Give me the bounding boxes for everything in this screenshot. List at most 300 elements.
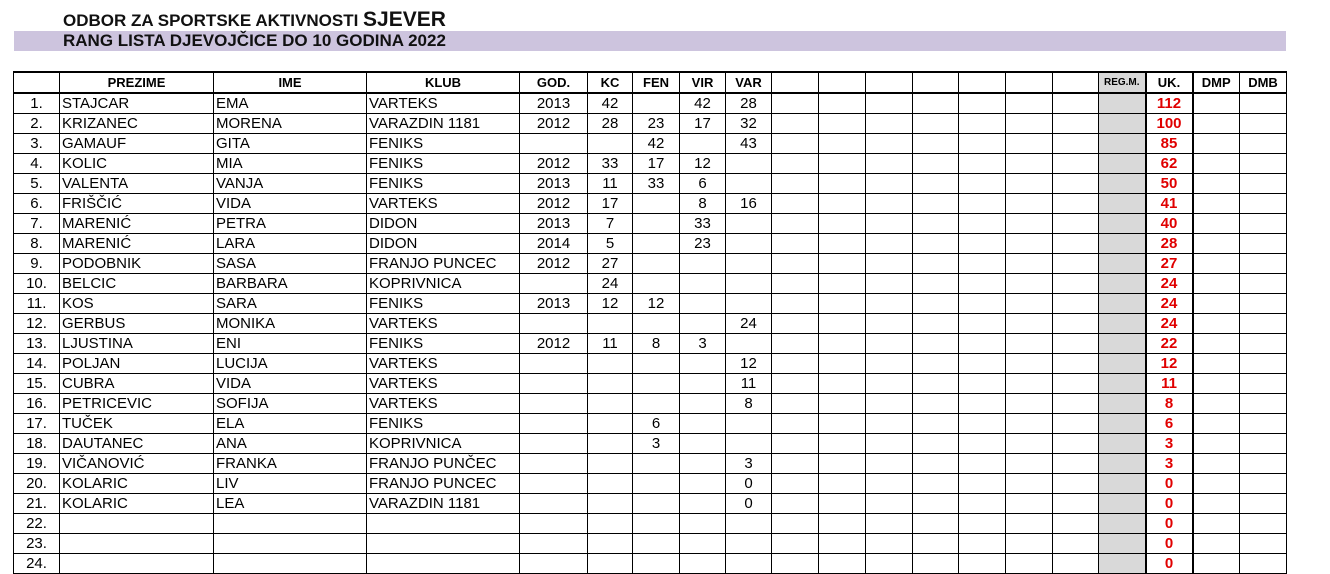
vir-cell <box>680 434 726 454</box>
empty-cell <box>866 154 913 174</box>
god-cell <box>520 514 588 534</box>
god-cell <box>520 134 588 154</box>
empty-cell <box>1006 414 1053 434</box>
reg-cell <box>1099 434 1146 454</box>
ime-cell: VIDA <box>214 374 367 394</box>
empty-cell <box>1053 514 1099 534</box>
prezime-cell: DAUTANEC <box>60 434 214 454</box>
ime-cell: MONIKA <box>214 314 367 334</box>
dmb-cell <box>1240 114 1287 134</box>
empty-cell <box>1006 454 1053 474</box>
empty-cell <box>913 494 959 514</box>
kc-cell <box>588 454 633 474</box>
prezime-cell: POLJAN <box>60 354 214 374</box>
fen-cell <box>633 474 680 494</box>
rank-cell: 2. <box>14 114 60 134</box>
rank-cell: 17. <box>14 414 60 434</box>
empty-cell <box>1006 334 1053 354</box>
empty-cell <box>1053 234 1099 254</box>
header-empty <box>772 72 819 93</box>
empty-cell <box>1006 354 1053 374</box>
klub-cell: FRANJO PUNCEC <box>367 474 520 494</box>
empty-cell <box>866 314 913 334</box>
empty-cell <box>959 274 1006 294</box>
vir-cell <box>680 134 726 154</box>
dmb-cell <box>1240 134 1287 154</box>
dmp-cell <box>1193 314 1240 334</box>
var-cell <box>726 294 772 314</box>
empty-cell <box>913 254 959 274</box>
table-header <box>14 72 1287 93</box>
god-cell: 2014 <box>520 234 588 254</box>
ime-cell: LEA <box>214 494 367 514</box>
vir-cell: 8 <box>680 194 726 214</box>
var-cell: 24 <box>726 314 772 334</box>
empty-cell <box>819 294 866 314</box>
uk-cell: 100 <box>1146 114 1193 134</box>
empty-cell <box>772 554 819 574</box>
var-cell <box>726 434 772 454</box>
var-cell: 12 <box>726 354 772 374</box>
empty-cell <box>866 394 913 414</box>
reg-cell <box>1099 274 1146 294</box>
empty-cell <box>959 414 1006 434</box>
dmp-cell <box>1193 434 1240 454</box>
fen-cell <box>633 454 680 474</box>
dmp-cell <box>1193 194 1240 214</box>
fen-cell <box>633 554 680 574</box>
uk-cell: 24 <box>1146 274 1193 294</box>
empty-cell <box>819 274 866 294</box>
empty-cell <box>819 554 866 574</box>
empty-cell <box>1053 414 1099 434</box>
kc-cell: 28 <box>588 114 633 134</box>
dmp-cell <box>1193 114 1240 134</box>
header-ime: IME <box>214 72 367 93</box>
dmp-cell <box>1193 334 1240 354</box>
reg-cell <box>1099 314 1146 334</box>
table-row <box>14 154 1287 174</box>
prezime-cell: PODOBNIK <box>60 254 214 274</box>
dmb-cell <box>1240 354 1287 374</box>
prezime-cell: KOLIC <box>60 154 214 174</box>
empty-cell <box>959 554 1006 574</box>
uk-cell: 12 <box>1146 354 1193 374</box>
empty-cell <box>866 434 913 454</box>
empty-cell <box>866 214 913 234</box>
fen-cell <box>633 234 680 254</box>
dmb-cell <box>1240 474 1287 494</box>
empty-cell <box>1006 214 1053 234</box>
empty-cell <box>772 93 819 114</box>
empty-cell <box>772 134 819 154</box>
dmb-cell <box>1240 274 1287 294</box>
empty-cell <box>772 114 819 134</box>
table-row <box>14 294 1287 314</box>
rank-cell: 9. <box>14 254 60 274</box>
vir-cell: 3 <box>680 334 726 354</box>
klub-cell: KOPRIVNICA <box>367 434 520 454</box>
empty-cell <box>913 414 959 434</box>
reg-cell <box>1099 354 1146 374</box>
ime-cell: EMA <box>214 93 367 114</box>
empty-cell <box>959 194 1006 214</box>
rank-cell: 6. <box>14 194 60 214</box>
rank-cell: 16. <box>14 394 60 414</box>
empty-cell <box>913 554 959 574</box>
header-god: GOD. <box>520 72 588 93</box>
empty-cell <box>913 534 959 554</box>
vir-cell <box>680 554 726 574</box>
kc-cell <box>588 354 633 374</box>
dmb-cell <box>1240 554 1287 574</box>
ime-cell: VIDA <box>214 194 367 214</box>
empty-cell <box>959 254 1006 274</box>
table-row <box>14 254 1287 274</box>
klub-cell: KOPRIVNICA <box>367 274 520 294</box>
uk-cell: 27 <box>1146 254 1193 274</box>
table-row <box>14 454 1287 474</box>
fen-cell <box>633 354 680 374</box>
header-dmp: DMP <box>1193 72 1240 93</box>
god-cell <box>520 354 588 374</box>
empty-cell <box>1006 154 1053 174</box>
reg-cell <box>1099 134 1146 154</box>
prezime-cell <box>60 514 214 534</box>
var-cell <box>726 514 772 534</box>
header-row <box>14 72 1287 93</box>
uk-cell: 22 <box>1146 334 1193 354</box>
klub-cell: FENIKS <box>367 334 520 354</box>
var-cell <box>726 534 772 554</box>
table-row <box>14 514 1287 534</box>
empty-cell <box>913 174 959 194</box>
rank-cell: 23. <box>14 534 60 554</box>
empty-cell <box>959 494 1006 514</box>
reg-cell <box>1099 394 1146 414</box>
var-cell <box>726 554 772 574</box>
ime-cell: SARA <box>214 294 367 314</box>
empty-cell <box>1006 134 1053 154</box>
dmp-cell <box>1193 414 1240 434</box>
empty-cell <box>1053 174 1099 194</box>
empty-cell <box>772 494 819 514</box>
empty-cell <box>1053 374 1099 394</box>
empty-cell <box>819 214 866 234</box>
klub-cell <box>367 534 520 554</box>
empty-cell <box>819 194 866 214</box>
kc-cell <box>588 494 633 514</box>
empty-cell <box>772 314 819 334</box>
var-cell <box>726 214 772 234</box>
var-cell <box>726 334 772 354</box>
empty-cell <box>866 174 913 194</box>
fen-cell <box>633 93 680 114</box>
god-cell <box>520 374 588 394</box>
uk-cell: 62 <box>1146 154 1193 174</box>
empty-cell <box>866 474 913 494</box>
header-rank <box>14 72 60 93</box>
god-cell: 2012 <box>520 154 588 174</box>
table-row <box>14 394 1287 414</box>
rank-cell: 15. <box>14 374 60 394</box>
klub-cell: FENIKS <box>367 154 520 174</box>
dmb-cell <box>1240 234 1287 254</box>
empty-cell <box>819 534 866 554</box>
vir-cell: 33 <box>680 214 726 234</box>
empty-cell <box>772 454 819 474</box>
region-name: SJEVER <box>363 8 446 31</box>
header-vir: VIR <box>680 72 726 93</box>
god-cell <box>520 554 588 574</box>
empty-cell <box>866 334 913 354</box>
fen-cell: 23 <box>633 114 680 134</box>
header-var: VAR <box>726 72 772 93</box>
vir-cell <box>680 354 726 374</box>
god-cell: 2012 <box>520 114 588 134</box>
empty-cell <box>913 454 959 474</box>
dmp-cell <box>1193 274 1240 294</box>
empty-cell <box>772 474 819 494</box>
empty-cell <box>913 514 959 534</box>
dmp-cell <box>1193 354 1240 374</box>
dmp-cell <box>1193 174 1240 194</box>
prezime-cell: BELCIC <box>60 274 214 294</box>
header-empty <box>959 72 1006 93</box>
header-title <box>63 8 446 32</box>
empty-cell <box>1053 314 1099 334</box>
uk-cell: 0 <box>1146 534 1193 554</box>
var-cell <box>726 174 772 194</box>
empty-cell <box>819 234 866 254</box>
kc-cell <box>588 554 633 574</box>
empty-cell <box>819 494 866 514</box>
god-cell <box>520 394 588 414</box>
vir-cell <box>680 494 726 514</box>
empty-cell <box>913 93 959 114</box>
empty-cell <box>819 514 866 534</box>
empty-cell <box>959 134 1006 154</box>
empty-cell <box>959 434 1006 454</box>
reg-cell <box>1099 194 1146 214</box>
empty-cell <box>1006 93 1053 114</box>
klub-cell: FENIKS <box>367 414 520 434</box>
empty-cell <box>866 114 913 134</box>
klub-cell: FENIKS <box>367 174 520 194</box>
reg-cell <box>1099 494 1146 514</box>
empty-cell <box>772 154 819 174</box>
ime-cell: VANJA <box>214 174 367 194</box>
table-row <box>14 334 1287 354</box>
empty-cell <box>772 194 819 214</box>
empty-cell <box>819 154 866 174</box>
empty-cell <box>1006 434 1053 454</box>
table-row <box>14 194 1287 214</box>
god-cell <box>520 534 588 554</box>
uk-cell: 0 <box>1146 474 1193 494</box>
dmb-cell <box>1240 294 1287 314</box>
empty-cell <box>913 434 959 454</box>
empty-cell <box>819 134 866 154</box>
uk-cell: 0 <box>1146 494 1193 514</box>
reg-cell <box>1099 174 1146 194</box>
kc-cell: 12 <box>588 294 633 314</box>
ime-cell: LUCIJA <box>214 354 367 374</box>
uk-cell: 6 <box>1146 414 1193 434</box>
var-cell <box>726 414 772 434</box>
god-cell: 2013 <box>520 214 588 234</box>
empty-cell <box>1006 514 1053 534</box>
empty-cell <box>866 274 913 294</box>
god-cell <box>520 434 588 454</box>
reg-cell <box>1099 334 1146 354</box>
empty-cell <box>772 354 819 374</box>
rank-cell: 13. <box>14 334 60 354</box>
header-uk: UK. <box>1146 72 1193 93</box>
dmp-cell <box>1193 374 1240 394</box>
fen-cell <box>633 214 680 234</box>
fen-cell <box>633 254 680 274</box>
header-reg: REG.M. <box>1099 72 1146 93</box>
empty-cell <box>913 234 959 254</box>
kc-cell: 24 <box>588 274 633 294</box>
prezime-cell: PETRICEVIC <box>60 394 214 414</box>
empty-cell <box>1006 114 1053 134</box>
empty-cell <box>772 514 819 534</box>
klub-cell: FRANJO PUNČEC <box>367 454 520 474</box>
empty-cell <box>866 494 913 514</box>
god-cell: 2013 <box>520 294 588 314</box>
uk-cell: 0 <box>1146 554 1193 574</box>
dmb-cell <box>1240 514 1287 534</box>
ime-cell: SASA <box>214 254 367 274</box>
empty-cell <box>772 374 819 394</box>
empty-cell <box>866 554 913 574</box>
empty-cell <box>1006 534 1053 554</box>
reg-cell <box>1099 514 1146 534</box>
empty-cell <box>1006 254 1053 274</box>
klub-cell: VARAZDIN 1181 <box>367 114 520 134</box>
uk-cell: 40 <box>1146 214 1193 234</box>
table-body <box>14 93 1287 574</box>
empty-cell <box>1006 394 1053 414</box>
fen-cell <box>633 194 680 214</box>
dmp-cell <box>1193 294 1240 314</box>
var-cell <box>726 254 772 274</box>
dmb-cell <box>1240 434 1287 454</box>
vir-cell <box>680 394 726 414</box>
dmb-cell <box>1240 534 1287 554</box>
uk-cell: 112 <box>1146 93 1193 114</box>
rank-cell: 7. <box>14 214 60 234</box>
vir-cell <box>680 534 726 554</box>
dmb-cell <box>1240 374 1287 394</box>
empty-cell <box>1006 474 1053 494</box>
reg-cell <box>1099 234 1146 254</box>
empty-cell <box>1053 114 1099 134</box>
empty-cell <box>913 154 959 174</box>
dmb-cell <box>1240 154 1287 174</box>
empty-cell <box>819 394 866 414</box>
vir-cell <box>680 294 726 314</box>
empty-cell <box>866 414 913 434</box>
rank-cell: 14. <box>14 354 60 374</box>
god-cell: 2012 <box>520 254 588 274</box>
empty-cell <box>772 274 819 294</box>
dmp-cell <box>1193 454 1240 474</box>
dmp-cell <box>1193 93 1240 114</box>
ime-cell: LIV <box>214 474 367 494</box>
vir-cell <box>680 454 726 474</box>
empty-cell <box>1053 394 1099 414</box>
empty-cell <box>913 114 959 134</box>
prezime-cell: KRIZANEC <box>60 114 214 134</box>
reg-cell <box>1099 374 1146 394</box>
fen-cell <box>633 494 680 514</box>
table-row <box>14 314 1287 334</box>
rank-cell: 4. <box>14 154 60 174</box>
fen-cell: 12 <box>633 294 680 314</box>
empty-cell <box>959 354 1006 374</box>
prezime-cell <box>60 554 214 574</box>
empty-cell <box>1053 294 1099 314</box>
header-kc: KC <box>588 72 633 93</box>
rank-cell: 8. <box>14 234 60 254</box>
empty-cell <box>772 414 819 434</box>
prezime-cell: KOS <box>60 294 214 314</box>
var-cell: 0 <box>726 494 772 514</box>
uk-cell: 8 <box>1146 394 1193 414</box>
god-cell <box>520 494 588 514</box>
vir-cell: 23 <box>680 234 726 254</box>
empty-cell <box>866 134 913 154</box>
dmp-cell <box>1193 234 1240 254</box>
empty-cell <box>1006 314 1053 334</box>
god-cell <box>520 314 588 334</box>
var-cell <box>726 234 772 254</box>
table-row <box>14 114 1287 134</box>
dmp-cell <box>1193 474 1240 494</box>
uk-cell: 24 <box>1146 314 1193 334</box>
dmb-cell <box>1240 394 1287 414</box>
table-row <box>14 174 1287 194</box>
prezime-cell: GAMAUF <box>60 134 214 154</box>
header-empty <box>1053 72 1099 93</box>
empty-cell <box>913 134 959 154</box>
rank-cell: 3. <box>14 134 60 154</box>
empty-cell <box>772 334 819 354</box>
vir-cell: 17 <box>680 114 726 134</box>
var-cell: 16 <box>726 194 772 214</box>
fen-cell: 42 <box>633 134 680 154</box>
vir-cell <box>680 254 726 274</box>
god-cell <box>520 474 588 494</box>
prezime-cell: MARENIĆ <box>60 214 214 234</box>
empty-cell <box>866 294 913 314</box>
table-row <box>14 534 1287 554</box>
dmb-cell <box>1240 414 1287 434</box>
rank-cell: 1. <box>14 93 60 114</box>
empty-cell <box>866 374 913 394</box>
table-row <box>14 93 1287 114</box>
empty-cell <box>819 414 866 434</box>
rank-cell: 21. <box>14 494 60 514</box>
empty-cell <box>1053 194 1099 214</box>
empty-cell <box>959 93 1006 114</box>
rank-cell: 12. <box>14 314 60 334</box>
table-row <box>14 134 1287 154</box>
table-row <box>14 414 1287 434</box>
